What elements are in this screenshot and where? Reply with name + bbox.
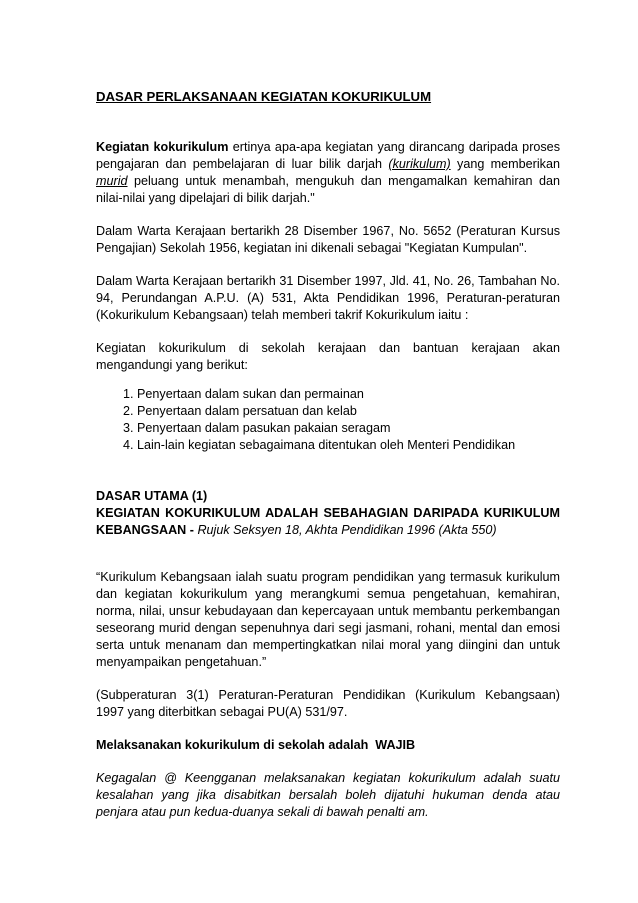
section-subheading: [96, 505, 560, 539]
document-title: DASAR PERLAKSANAAN KEGIATAN KOKURIKULUM: [96, 89, 432, 104]
paragraph-subperaturan: (Subperaturan 3(1) Peraturan-Peraturan Pendidikan (Kurikulum Kebangsaan) 1997 yang diterbitkan sebagai PU(A) 531/97.: [96, 688, 560, 719]
spacer: [96, 257, 560, 273]
spacer: [96, 539, 560, 569]
paragraph-warta-1967: Dalam Warta Kerajaan bertarikh 28 Disember 1967, No. 5652 (Peraturan Kursus Pengajian) Sekolah 1956, kegiatan ini dikenali sebagai "Kegiatan Kumpulan".: [96, 224, 560, 255]
activity-list: [96, 386, 560, 454]
list-item: 1. Penyertaan dalam sukan dan permainan: [137, 386, 560, 403]
section-heading-dasar-utama: DASAR UTAMA (1): [96, 489, 208, 503]
definition-text-a: ertinya apa-apa kegiatan yang dirancang daripada proses pengajaran dan pembelajaran di luar bilik darjah: [96, 140, 560, 171]
paragraph-warta-1997: Dalam Warta Kerajaan bertarikh 31 Disember 1997, Jld. 41, No. 26, Tambahan No. 94, Perundangan A.P.U. (A) 531, Akta Pendidikan 1996, Peraturan-peraturan (Kokurikulum Kebangsaan) telah memberi takrif Kokurikulum iaitu :: [96, 274, 560, 322]
section-subheading-bold: KEGIATAN KOKURIKULUM ADALAH SEBAHAGIAN DARIPADA KURIKULUM KEBANGSAAN -: [96, 506, 560, 537]
spacer: [96, 671, 560, 687]
spacer: [96, 207, 560, 223]
document-page: [96, 88, 560, 821]
paragraph-definition: [96, 139, 560, 207]
list-item: 3. Penyertaan dalam pasukan pakaian seragam: [137, 420, 560, 437]
definition-text-b: yang memberikan: [450, 157, 560, 171]
spacer: [96, 454, 560, 488]
spacer: [96, 324, 560, 340]
list-item: 2. Penyertaan dalam persatuan dan kelab: [137, 403, 560, 420]
section-reference: Rujuk Seksyen 18, Akhta Pendidikan 1996 (Akta 550): [197, 523, 497, 537]
definition-text-c: peluang untuk menambah, mengukuh dan mengamalkan kemahiran dan nilai-nilai yang dipelajari di bilik darjah.": [96, 174, 560, 205]
statement-wajib: Melaksanakan kokurikulum di sekolah adalah WAJIB: [96, 738, 416, 752]
term-murid: murid: [96, 174, 128, 188]
term-kegiatan-kokurikulum: Kegiatan kokurikulum: [96, 140, 229, 154]
spacer: [96, 754, 560, 770]
term-kurikulum: (kurikulum): [388, 157, 451, 171]
quote-kurikulum-kebangsaan: “Kurikulum Kebangsaan ialah suatu program pendidikan yang termasuk kurikulum dan kegiatan kokurikulum yang merangkumi semua pengetahuan, kemahiran, norma, nilai, unsur kebudayaan dan kepercayaan untuk membantu perkembangan seseorang murid dengan sepenuhnya dari segi jasmani, rohani, mental dan emosi serta untuk menanam dan mempertingkatkan nilai moral yang diingini dan untuk menyampaikan pengetahuan.”: [96, 570, 560, 669]
spacer: [96, 374, 560, 386]
paragraph-kandungan: Kegiatan kokurikulum di sekolah kerajaan dan bantuan kerajaan akan mengandungi yang berikut:: [96, 341, 560, 372]
list-item: 4. Lain-lain kegiatan sebagaimana ditentukan oleh Menteri Pendidikan: [137, 437, 560, 454]
spacer: [96, 105, 560, 139]
paragraph-penalti: Kegagalan @ Keengganan melaksanakan kegiatan kokurikulum adalah suatu kesalahan yang jika disabitkan bersalah boleh dijatuhi hukuman denda atau penjara atau pun kedua-duanya sekali di bawah penalti am.: [96, 771, 560, 819]
spacer: [96, 721, 560, 737]
